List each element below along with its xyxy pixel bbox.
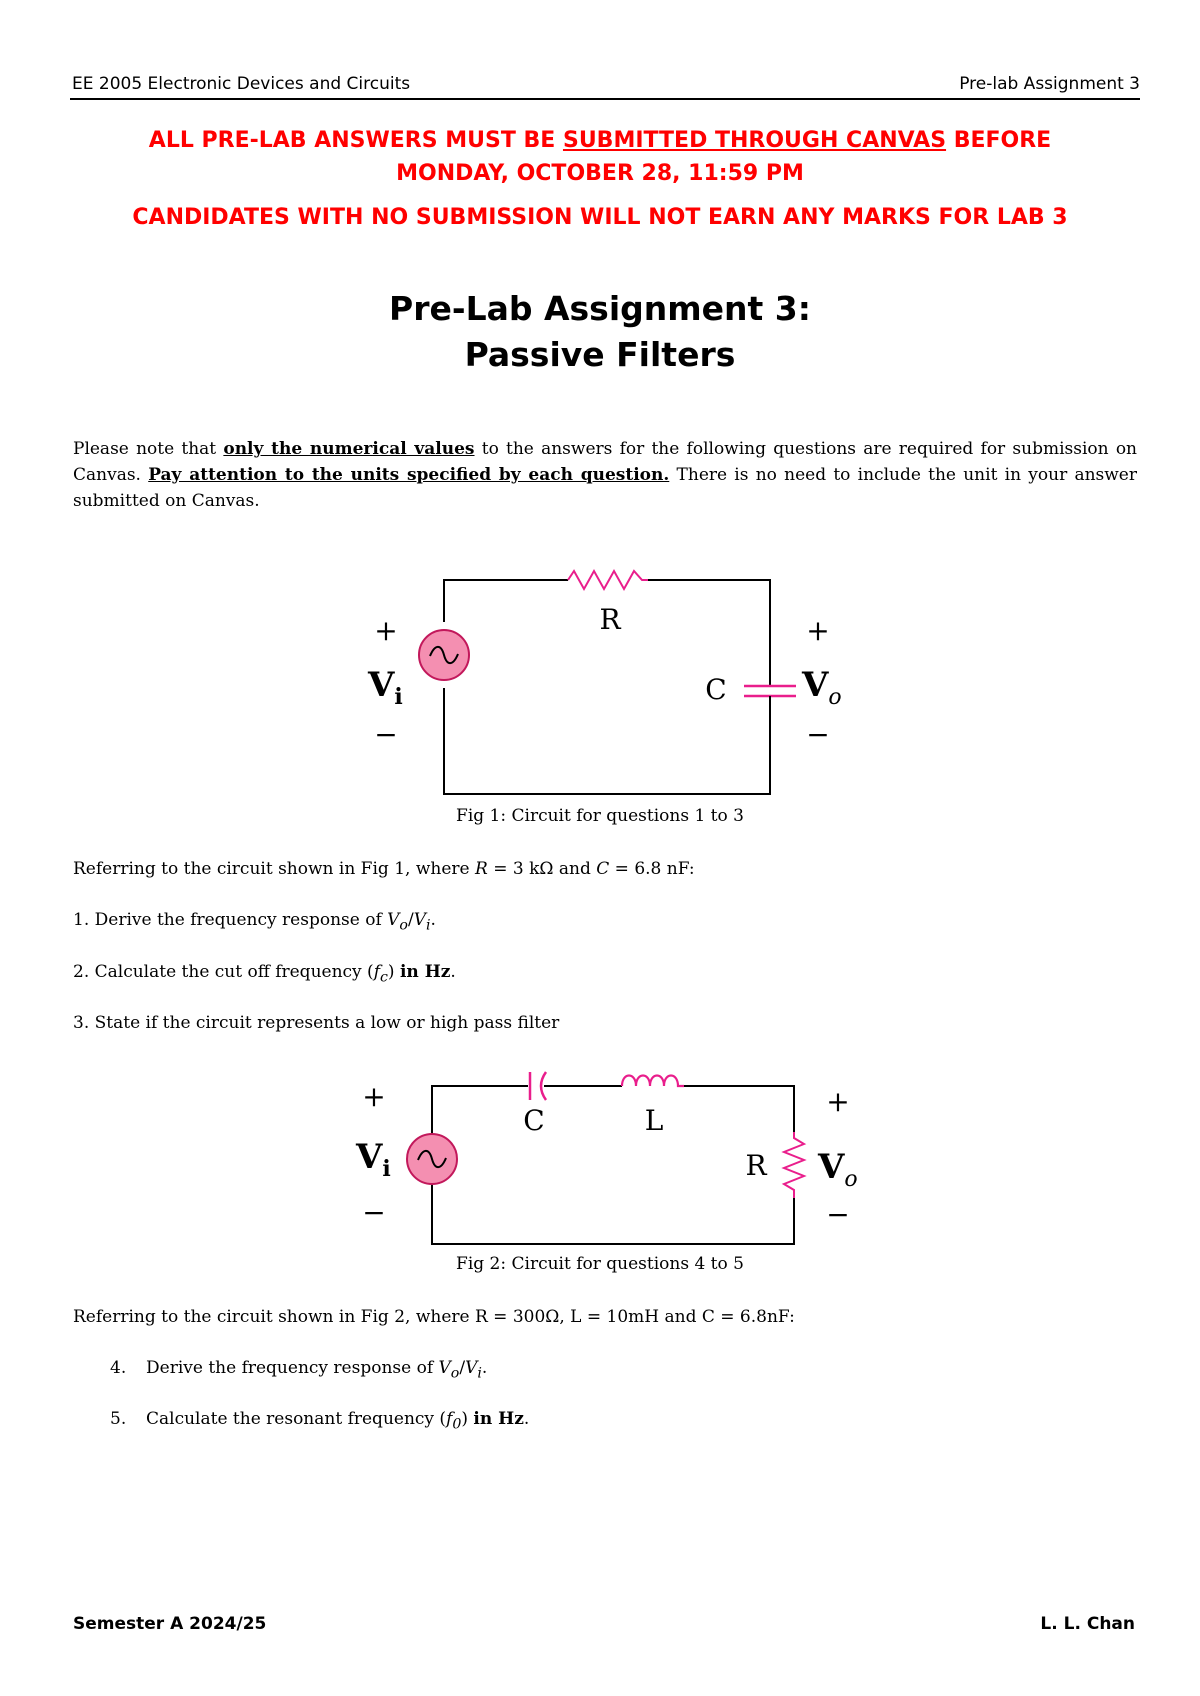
page-title — [0, 286, 1200, 378]
q4-text: Derive the frequency response of — [146, 1358, 439, 1378]
fig1-intro-pre: Referring to the circuit shown in Fig 1, where — [73, 859, 475, 879]
fig2-label-c: C — [523, 1104, 545, 1137]
q2-f-sub: c — [379, 969, 388, 986]
q1-end: . — [430, 910, 436, 930]
title-line2: Passive Filters — [464, 335, 736, 374]
fig2-wire-left — [432, 1086, 528, 1134]
intro-text-2: to the answers for the following questions are required for submission on Canvas. — [73, 439, 1137, 485]
q1-vo: V — [387, 910, 400, 930]
fig1-rc-circuit — [0, 560, 1200, 810]
no-submission-warning: CANDIDATES WITH NO SUBMISSION WILL NOT EARN ANY MARKS FOR LAB 3 — [132, 205, 1068, 230]
q2-text: 2. Calculate the cut off frequency ( — [73, 962, 374, 982]
q5-text: Calculate the resonant frequency ( — [146, 1409, 447, 1429]
fig2-label-l: L — [644, 1104, 664, 1137]
notice-deadline: MONDAY, OCTOBER 28, 11:59 PM — [396, 161, 804, 186]
q4-end: . — [481, 1358, 488, 1378]
q5-end: . — [523, 1409, 530, 1429]
intro-text-3: There is no need to include the unit in your answer submitted on Canvas. — [73, 465, 1137, 511]
q2-f: f — [373, 962, 380, 982]
fig1-label-c: C — [705, 673, 727, 706]
fig1-intro-c: C — [596, 859, 610, 879]
fig2-vi-minus: − — [362, 1196, 386, 1229]
fig1-caption: Fig 1: Circuit for questions 1 to 3 — [456, 806, 744, 826]
fig2-wire-bottom — [432, 1184, 794, 1244]
q1-vo-sub: o — [399, 917, 408, 934]
deadline-notice — [0, 124, 1200, 190]
fig2-vi-plus: + — [362, 1080, 386, 1113]
fig1-resistor — [568, 571, 648, 589]
footer-author: L. L. Chan — [1040, 1614, 1135, 1634]
fig1-label-r: R — [599, 603, 621, 636]
intro-emphasis-units: Pay attention to the units specified by each question. — [148, 465, 670, 485]
footer-semester: Semester A 2024/25 — [73, 1614, 267, 1634]
q4-vi: V — [465, 1358, 478, 1378]
q1-vi: V — [413, 910, 426, 930]
notice-line1-pre: ALL PRE-LAB ANSWERS MUST BE — [148, 128, 563, 153]
question-1 — [73, 908, 436, 937]
intro-paragraph — [73, 436, 1137, 514]
title-line1: Pre-Lab Assignment 3: — [389, 289, 811, 328]
page-footer — [73, 1614, 1135, 1638]
q2-mid: ) — [387, 962, 400, 982]
header-rule — [70, 98, 1140, 100]
q5-f: f — [446, 1409, 453, 1429]
q2-end: . — [450, 962, 456, 982]
assignment-label: Pre-lab Assignment 3 — [959, 74, 1140, 94]
q4-vo-sub: o — [450, 1365, 460, 1382]
fig1-vi-minus: − — [374, 718, 398, 751]
q5-f-sub: 0 — [452, 1416, 462, 1433]
fig2-vo-label: $V_o$ — [818, 1147, 858, 1192]
q4-vi-sub: i — [477, 1365, 482, 1382]
fig1-intro — [73, 857, 695, 881]
q5-body — [146, 1407, 529, 1436]
fig1-wire-top-left — [444, 580, 568, 612]
fig1-vo-label: $V_o$ — [802, 665, 842, 710]
fig1-intro-post: = 6.8 nF: — [609, 859, 695, 879]
notice-line1-post: BEFORE — [946, 128, 1052, 153]
fig2-wire-right-top — [684, 1086, 794, 1132]
q5-number: 5. — [110, 1409, 127, 1429]
q2-unit: in Hz — [399, 962, 451, 982]
fig1-intro-r: R — [474, 859, 488, 879]
fig2-rlc-circuit — [0, 1062, 1200, 1262]
question-2 — [73, 960, 456, 989]
q1-vi-sub: i — [425, 917, 431, 934]
page-header — [70, 74, 1140, 98]
question-3: 3. State if the circuit represents a low or high pass filter — [73, 1013, 560, 1033]
fig1-vi-label: $V_i$ — [368, 665, 403, 710]
course-title: EE 2005 Electronic Devices and Circuits — [72, 74, 411, 94]
fig1-vi-plus: + — [374, 614, 398, 647]
fig2-vo-plus: + — [826, 1085, 850, 1118]
fig2-caption: Fig 2: Circuit for questions 4 to 5 — [456, 1254, 744, 1274]
fig2-label-r: R — [745, 1149, 767, 1182]
fig1-vo-minus: − — [806, 718, 830, 751]
fig1-wire-top-right — [648, 580, 770, 686]
q1-slash: / — [407, 910, 414, 930]
notice-canvas-underlined: SUBMITTED THROUGH CANVAS — [562, 128, 947, 153]
q4-vo: V — [438, 1358, 451, 1378]
fig2-resistor — [784, 1132, 804, 1198]
fig1-vo-plus: + — [806, 614, 830, 647]
fig2-vo-minus: − — [826, 1198, 850, 1231]
intro-emphasis-numerical: only the numerical values — [223, 439, 475, 459]
fig2-vi-label: $V_i$ — [356, 1137, 391, 1182]
intro-text-1: Please note that — [73, 439, 224, 459]
q4-body — [146, 1356, 487, 1385]
q4-slash: / — [459, 1358, 466, 1378]
q5-unit: in Hz — [473, 1409, 524, 1429]
fig2-inductor — [622, 1076, 684, 1087]
fig2-intro: Referring to the circuit shown in Fig 2, where R = 300Ω, L = 10mH and C = 6.8nF: — [73, 1307, 795, 1327]
q1-text: 1. Derive the frequency response of — [73, 910, 388, 930]
fig1-intro-mid: = 3 kΩ and — [487, 859, 597, 879]
q4-number: 4. — [110, 1358, 127, 1378]
q5-mid: ) — [461, 1409, 474, 1429]
